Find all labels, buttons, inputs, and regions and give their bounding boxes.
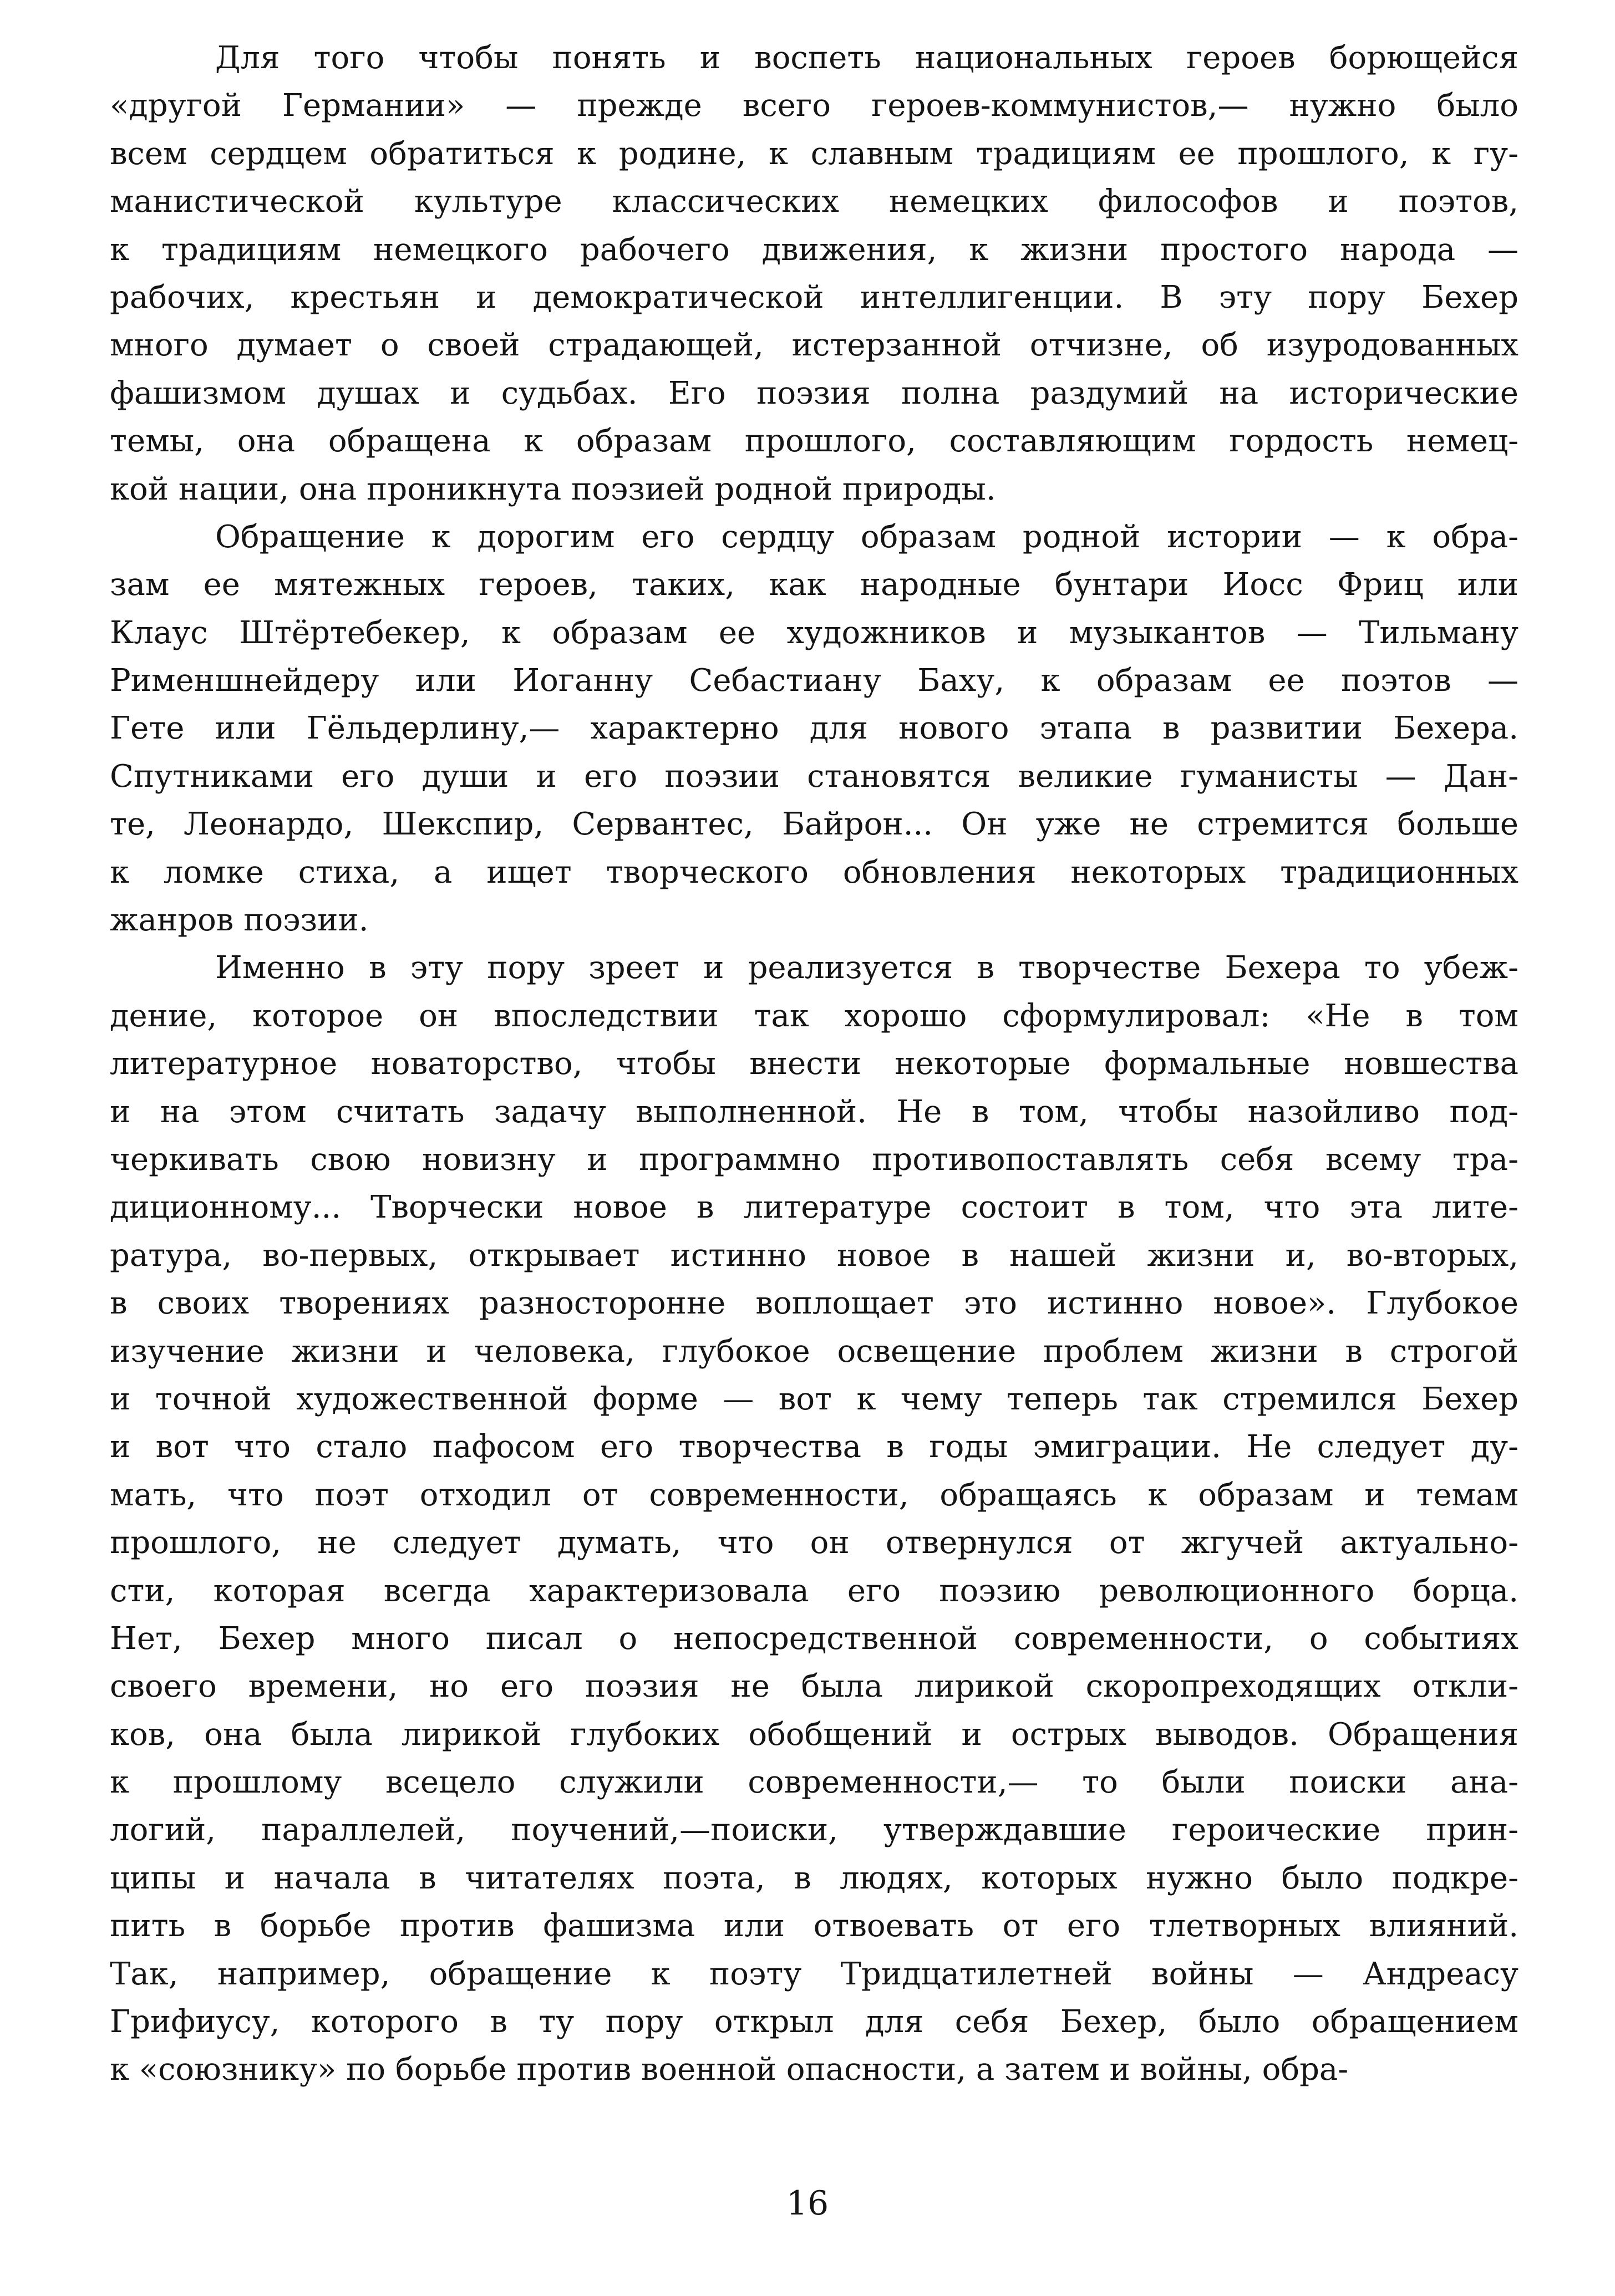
text-line: Спутниками его души и его поэзии становятся великие гуманисты — Дан- <box>110 758 1518 795</box>
text-line: жанров поэзии. <box>110 902 369 939</box>
text-line: фашизмом душах и судьбах. Его поэзия полна раздумий на исторические <box>110 375 1518 411</box>
text-line: «другой Германии» — прежде всего героев-коммунистов,— нужно было <box>110 88 1518 124</box>
text-line: Для того чтобы понять и воспеть национальных героев борющейся <box>215 40 1518 76</box>
text-line: темы, она обращена к образам прошлого, составляющим гордость немец- <box>110 423 1518 460</box>
text-line: к прошлому всецело служили современности,— то были поиски ана- <box>110 1764 1518 1801</box>
text-line: и на этом считать задачу выполненной. Не в том, чтобы назойливо под- <box>110 1093 1518 1130</box>
text-line: всем сердцем обратиться к родине, к славным традициям ее прошлого, к гу- <box>110 135 1518 172</box>
text-line: своего времени, но его поэзия не была лирикой скоропреходящих откли- <box>110 1668 1518 1705</box>
text-line: к «союзнику» по борьбе против военной опасности, а затем и войны, обра- <box>110 2051 1349 2088</box>
text-line: Так, например, обращение к поэту Тридцатилетней войны — Андреасу <box>110 1956 1518 1992</box>
text-line: манистической культуре классических немецких философов и поэтов, <box>110 184 1518 220</box>
text-line: литературное новаторство, чтобы внести некоторые формальные новшества <box>110 1046 1518 1082</box>
text-line: кой нации, она проникнута поэзией родной природы. <box>110 471 996 507</box>
text-line: Обращение к дорогим его сердцу образам родной истории — к обра- <box>215 518 1518 555</box>
text-line: Рименшнейдеру или Иоганну Себастиану Баху, к образам ее поэтов — <box>110 663 1518 699</box>
body-text <box>110 34 1518 2094</box>
text-line: ципы и начала в читателях поэта, в людях, которых нужно было подкре- <box>110 1860 1518 1896</box>
text-line: логий, параллелей, поучений,—поиски, утверждавшие героические прин- <box>110 1812 1518 1849</box>
paragraph <box>110 944 1518 2094</box>
paragraph <box>110 513 1518 945</box>
text-line: Именно в эту пору зреет и реализуется в творчестве Бехера то убеж- <box>215 950 1518 986</box>
text-line: Грифиусу, которого в ту пору открыл для себя Бехер, было обращением <box>110 2004 1518 2040</box>
text-line: много думает о своей страдающей, истерзанной отчизне, об изуродованных <box>110 327 1518 364</box>
text-line: пить в борьбе против фашизма или отвоевать от его тлетворных влияний. <box>110 1908 1518 1944</box>
text-line: и точной художественной форме — вот к чему теперь так стремился Бехер <box>110 1381 1518 1417</box>
text-line: к ломке стиха, а ищет творческого обновления некоторых традиционных <box>110 854 1518 890</box>
text-line: дение, которое он впоследствии так хорошо сформулировал: «Не в том <box>110 997 1518 1034</box>
text-line: ратура, во-первых, открывает истинно новое в нашей жизни и, во-вторых, <box>110 1237 1518 1274</box>
text-line: Нет, Бехер много писал о непосредственной современности, о событиях <box>110 1620 1518 1657</box>
text-line: мать, что поэт отходил от современности, обращаясь к образам и темам <box>110 1477 1518 1513</box>
text-line: рабочих, крестьян и демократической интеллигенции. В эту пору Бехер <box>110 279 1518 315</box>
text-line: зам ее мятежных героев, таких, как народные бунтари Иосс Фриц или <box>110 567 1518 603</box>
text-line: прошлого, не следует думать, что он отвернулся от жгучей актуально- <box>110 1525 1518 1561</box>
page-number: 16 <box>786 2184 829 2223</box>
text-line: к традициям немецкого рабочего движения, к жизни простого народа — <box>110 231 1518 268</box>
text-line: диционному... Творчески новое в литературе состоит в том, что эта лите- <box>110 1189 1518 1226</box>
text-line: изучение жизни и человека, глубокое освещение проблем жизни в строгой <box>110 1333 1518 1370</box>
text-line: черкивать свою новизну и программно противопоставлять себя всему тра- <box>110 1141 1518 1178</box>
text-line: ков, она была лирикой глубоких обобщений и острых выводов. Обращения <box>110 1716 1518 1753</box>
text-line: Клаус Штёртебекер, к образам ее художников и музыкантов — Тильману <box>110 614 1518 651</box>
text-line: сти, которая всегда характеризовала его поэзию революционного борца. <box>110 1572 1518 1609</box>
text-line: и вот что стало пафосом его творчества в годы эмиграции. Не следует ду- <box>110 1429 1518 1465</box>
text-line: в своих творениях разносторонне воплощает это истинно новое». Глубокое <box>110 1285 1518 1322</box>
text-line: Гете или Гёльдерлину,— характерно для нового этапа в развитии Бехера. <box>110 710 1518 747</box>
text-line: те, Леонардо, Шекспир, Сервантес, Байрон... Он уже не стремится больше <box>110 806 1518 843</box>
paragraph <box>110 34 1518 513</box>
